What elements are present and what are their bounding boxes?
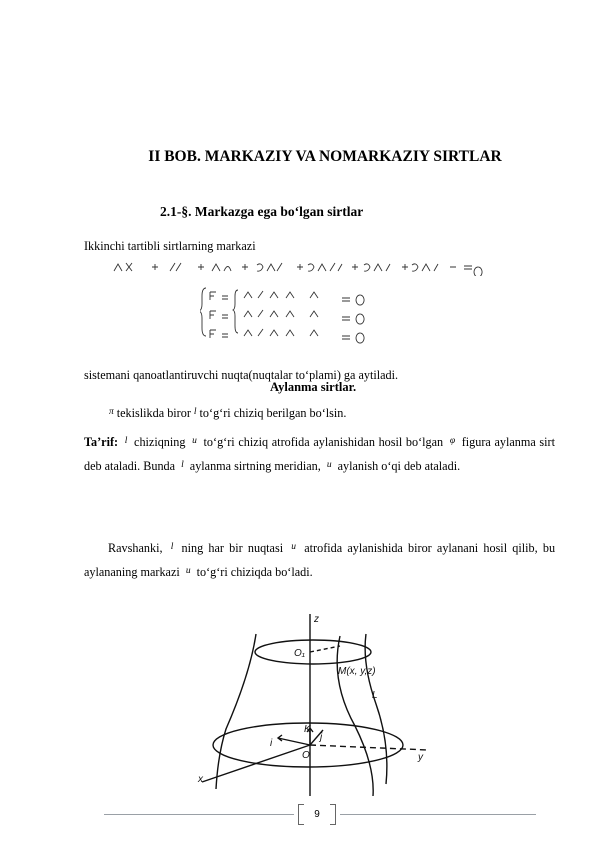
line-symbol: l bbox=[193, 407, 197, 417]
section-title: 2.1-§. Markazga ega bo‘lgan sirtlar bbox=[160, 204, 364, 219]
j-vector-label: j bbox=[320, 732, 323, 743]
page-number: 9 bbox=[298, 804, 336, 825]
y-axis-label: y bbox=[418, 752, 423, 763]
z-axis-label: z bbox=[314, 614, 319, 625]
o1-label: O₁ bbox=[294, 648, 305, 659]
chapter-title: II BOB. MARKAZIY VA NOMARKAZIY SIRTLAR bbox=[148, 148, 502, 165]
footer-rule-right bbox=[340, 814, 536, 815]
x-axis-label: x bbox=[198, 774, 203, 785]
subsection-title: Aylanma sirtlar. bbox=[270, 380, 357, 394]
remark-paragraph: Ravshanki, $^l$ ning har bir nuqtasi $^u$ atrofida aylanishida biror aylanani hosil qilib, bu aylananing markazi $^u$ to‘g‘ri chiziqda bo‘ladi. bbox=[84, 541, 556, 579]
footer-rule-left bbox=[104, 814, 294, 815]
plane-statement: $^\pi$ tekislikda biror $^l$ to‘g‘ri chiziq berilgan bo‘lsin. bbox=[106, 402, 346, 426]
meridian-label: L bbox=[372, 690, 378, 701]
m-point-label: M(x, y,z) bbox=[338, 666, 376, 677]
intro-text: Ikkinchi tartibli sirtlarning markazi bbox=[84, 239, 256, 253]
plane-symbol: π bbox=[109, 407, 114, 417]
system-text: sistemani qanoatlantiruvchi nuqta(nuqtalar to‘plami) ga aytiladi. bbox=[84, 368, 399, 382]
i-vector-label: i bbox=[270, 738, 273, 749]
k-vector-label: K bbox=[304, 724, 311, 735]
origin-label: O bbox=[302, 750, 310, 761]
center-system-image bbox=[200, 286, 385, 344]
definition-paragraph: Ta’rif: $^l$ chiziqning $^u$ to‘g‘ri chiziq atrofida aylanishidan hosil bo‘lgan $^\varphi$ figura aylanma sirt deb ataladi. Bunda $^l$ aylanma sirtning meridian, $^u$ aylanish o‘qi deb ataladi. bbox=[84, 435, 555, 473]
surface-of-revolution-figure bbox=[190, 610, 435, 800]
surface-equation-image bbox=[112, 258, 497, 276]
definition-label: Ta’rif: bbox=[84, 435, 119, 449]
